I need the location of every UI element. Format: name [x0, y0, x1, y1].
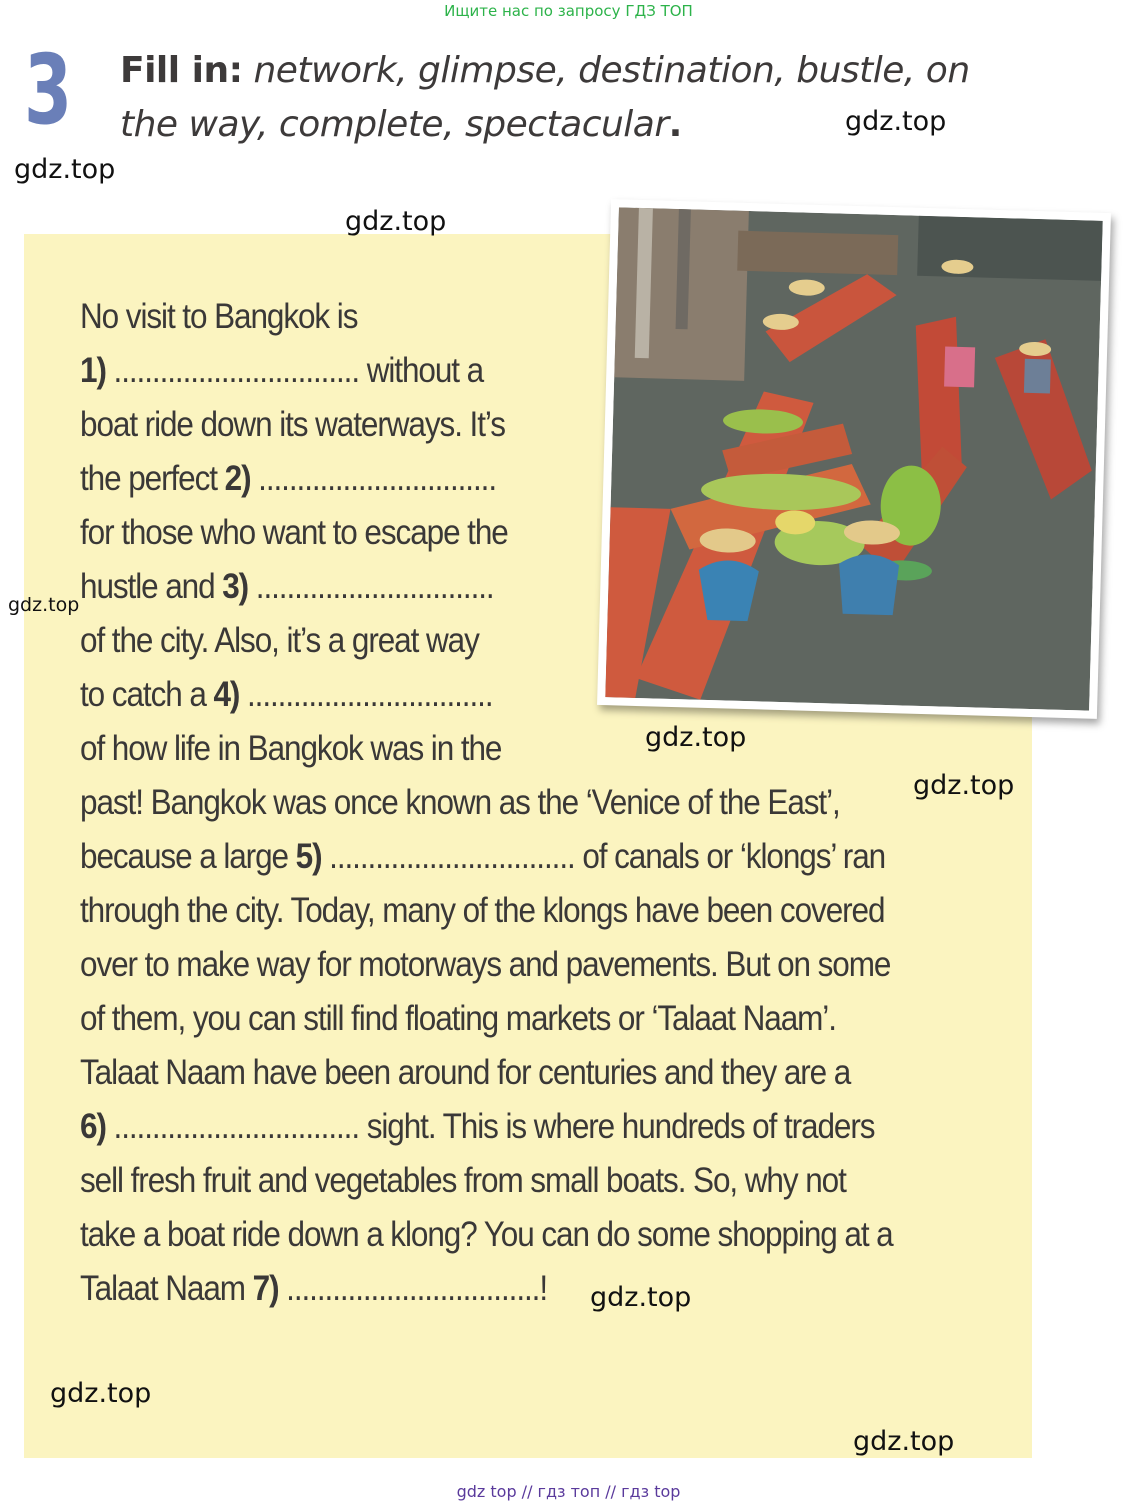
text-line: sell fresh fruit and vegetables from small boats. So, why not — [80, 1161, 846, 1200]
watermark: gdz.top — [50, 1378, 152, 1409]
text-line: of the city. Also, it’s a great way — [80, 621, 479, 660]
text-line: Talaat Naam have been around for centuries and they are a — [80, 1053, 851, 1092]
gap-number-5: 5) — [295, 837, 322, 876]
photo-illustration — [605, 207, 1102, 710]
text-line: through the city. Today, many of the klongs have been covered — [80, 891, 885, 930]
exercise-number: 3 — [24, 34, 73, 146]
instruction-period: . — [668, 104, 682, 145]
text-line: Talaat Naam 7) .................................! — [80, 1269, 548, 1308]
text-line: because a large 5) ................................ of canals or ‘klongs’ ran — [80, 837, 886, 876]
text-line: of how life in Bangkok was in the — [80, 729, 502, 768]
watermark: gdz.top — [345, 206, 447, 237]
text-line: over to make way for motorways and pavements. But on some — [80, 945, 891, 984]
watermark: gdz.top — [913, 770, 1015, 801]
watermark: gdz.top — [14, 154, 116, 185]
watermark: gdz.top — [8, 594, 80, 616]
gap-number-7: 7) — [252, 1269, 279, 1308]
text-line: boat ride down its waterways. It’s — [80, 405, 505, 444]
top-banner[interactable]: Ищите нас по запросу ГДЗ ТОП — [444, 2, 693, 20]
watermark: gdz.top — [845, 106, 947, 137]
text-line: for those who want to escape the — [80, 513, 508, 552]
gap-number-1: 1) — [80, 351, 106, 390]
text-line: 1) ................................ without a — [80, 351, 484, 390]
instruction-label: Fill in: — [120, 50, 243, 91]
gap-number-6: 6) — [80, 1107, 106, 1146]
gap-number-3: 3) — [222, 567, 249, 606]
text-line: to catch a 4) ................................ — [80, 675, 493, 714]
text-line: the perfect 2) ............................... — [80, 459, 496, 498]
text-line: 6) ................................ sight. This is where hundreds of traders — [80, 1107, 875, 1146]
text-line: No visit to Bangkok is — [80, 297, 358, 336]
text-line: hustle and 3) ............................... — [80, 567, 494, 606]
watermark: gdz.top — [853, 1426, 955, 1457]
text-line: past! Bangkok was once known as the ‘Venice of the East’, — [80, 783, 840, 822]
gap-number-4: 4) — [213, 675, 240, 714]
footer-links[interactable]: gdz top // гдз топ // гдз top — [456, 1482, 681, 1501]
floating-market-photo — [597, 199, 1111, 719]
text-line: take a boat ride down a klong? You can do some shopping at a — [80, 1215, 893, 1254]
word-bank: network, glimpse, destination, bustle, on the way, complete, spectacular — [120, 50, 970, 145]
gap-number-2: 2) — [224, 459, 251, 498]
text-line: of them, you can still find floating markets or ‘Talaat Naam’. — [80, 999, 836, 1038]
watermark: gdz.top — [645, 722, 747, 753]
watermark: gdz.top — [590, 1282, 692, 1313]
